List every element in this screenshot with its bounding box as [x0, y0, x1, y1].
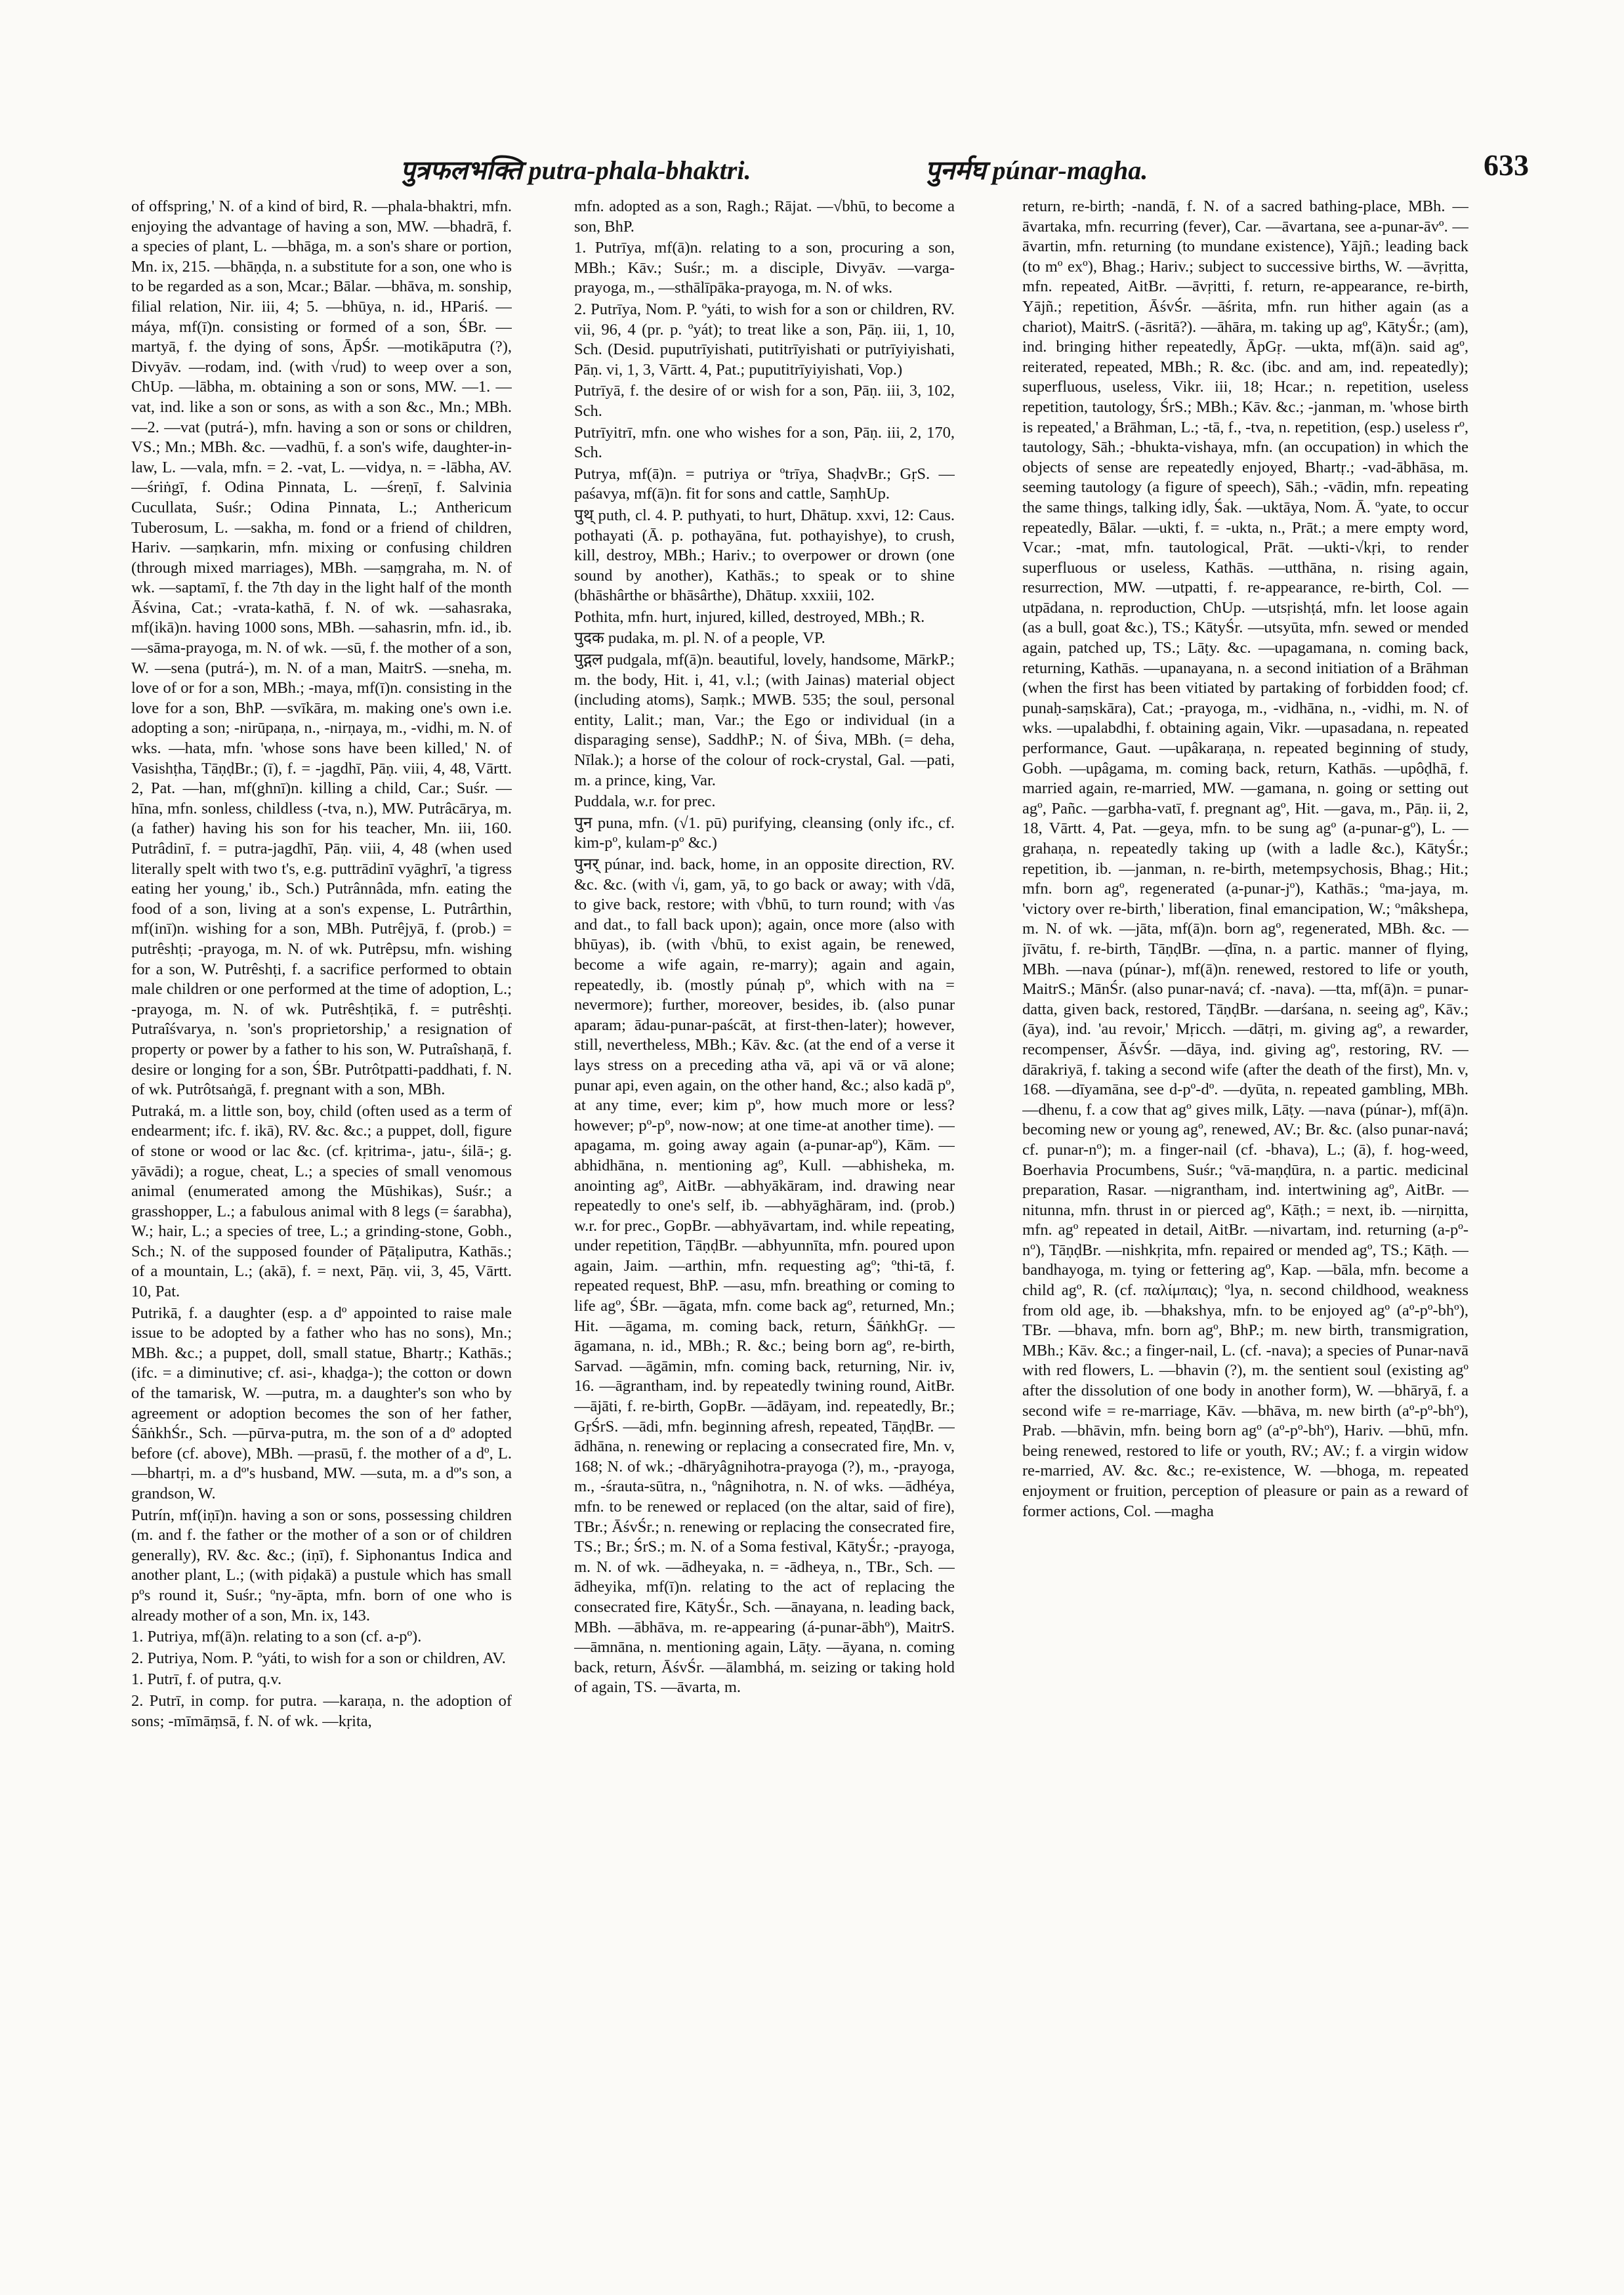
running-head-right: पुनर्मघ púnar-magha.: [925, 155, 1148, 185]
column-1: [131, 197, 512, 2264]
entry-paragraph: Putrín, mf(iṇī)n. having a son or sons, possessing children (m. and f. the father or the mother of a son or of children generally), RV. &c. &c.; (iṇī), f. Siphonantus Indica and another plant, L.; (with piḍakā) a pustule which has small pºs round it, Suśr.; ºny-āpta, mfn. born of one who is already mother of a son, Mn. ix, 143.: [131, 1506, 512, 1624]
entry-paragraph: return, re-birth; -nandā, f. N. of a sacred bathing-place, MBh. —āvartaka, mfn. recurring (fever), Car. —āvartana, see a-punar-āvº. —āvartin, mfn. returning (to mundane existence), Yājñ.; leading back (to mº exº), Bhag.; Hariv.; subject to successive births, W. —āvṛitta, mfn. repeated, AitBr. —āvṛitti, f. return, re-appearance, re-birth, Yājñ.; repetition, ĀśvŚr. —āśrita, mfn. run hither again (as a chariot), MaitrS. (-āsritā?). —āhāra, m. taking up agº, KātyŚr.; (am), ind. bringing hither repeatedly, ĀpGṛ. —ukta, mf(ā)n. said agº, reiterated, repeated, MBh.; R. &c. (ibc. and am, ind. repeatedly); superfluous, useless, Vikr. iii, 18; Hcar.; n. repetition, useless repetition, tautology, ŚrS.; MBh.; Kāv. &c.; -janman, m. 'whose birth is repeated,' a Brāhman, L.; -tā, f., -tva, n. repetition, (esp.) useless rº, tautology, Sāh.; -bhukta-vishaya, mfn. (an occupation) in which the objects of sense are repeatedly enjoyed, Bhartṛ.; -vad-ābhāsa, m. seeming tautology (a figure of speech), Sāh.; -vādin, mfn. repeating the same things, talking idly, Śak. —uktāya, Nom. Ā. ºyate, to occur repeatedly, Bālar. —ukti, f. = -ukta, n., Prāt.; a mere empty word, Vcar.; -mat, mfn. tautological, Prāt. —ukti-√kṛi, to render superfluous or useless, Kathās. —utthāna, n. rising again, resurrection, MW. —utpatti, f. re-appearance, re-birth, Col. —utpādana, n. reproduction, ChUp. —utsṛishṭá, mfn. let loose again (as a bull, goat &c.), TS.; KātyŚr. —utsyūta, mfn. sewed or mended again, patched up, TS.; Lāṭy. &c. —upagamana, n. coming back, returning, Kathās. —upanayana, n. a second initiation of a Brāhman (when the first has been vitiated by partaking of forbidden food; cf. punaḥ-saṃskāra), Cat.; -prayoga, m., -vidhāna, n., -vidhi, m. N. of wks. —upalabdhi, f. obtaining again, Vikr. —upasadana, n. repeated performance, Gaut. —upâkaraṇa, n. repeated beginning of study, Gobh. —upâgama, m. coming back, return, Kathās. —upôḍhā, f. married again, re-married, MW. —gamana, n. going or setting out agº, Pañc. —garbha-vatī, f. pregnant agº, Hit. —gava, m., Pāṇ. ii, 2, 18, Vārtt. 4, Pat. —geya, mfn. to be sung agº (a-punar-gº), L. —grahaṇa, n. repeatedly taking up (with a ladle &c.), KātyŚr.; repetition, ib. —janman, n. re-birth, metempsychosis, Bhag.; Hit.; mfn. born agº, regenerated (a-punar-jº), Kathās.; ºma-jaya, m. 'victory over re-birth,' liberation, final emancipation, W.; ºmâkshepa, m. N. of wk. —jāta, mf(ā)n. born agº, regenerated, MBh. &c. —jīvātu, f. re-birth, TāṇḍBr. —ḍīna, n. a partic. manner of flying, MBh. —nava (púnar-), mf(ā)n. renewed, restored to life or youth, MaitrS.; MānŚr. (also punar-navá; cf. -nava). —tta, mf(ā)n. = punar-datta, given back, restored, TāṇḍBr. —darśana, n. seeing agº, Kāv.; (āya), ind. 'au revoir,' Mṛicch. —dātṛi, m. giving agº, a rewarder, recompenser, ĀśvŚr. —dāya, ind. giving agº, restoring, RV. —dārakriyā, f. taking a second wife (after the death of the first), Mn. v, 168. —dīyamāna, see d-pº-dº. —dyūta, n. repeated gambling, MBh. —dhenu, f. a cow that agº gives milk, Lāṭy. —nava (púnar-), mf(ā)n. becoming new or young agº, renewed, AV.; Br. &c. (also punar-navá; cf. punar-nº); m. a finger-nail (cf. -bhava), L.; (ā), f. hog-weed, Boerhavia Procumbens, Suśr.; ºvā-maṇḍūra, n. a partic. medicinal preparation, Rasar. —nigrantham, ind. intertwining agº, AitBr. —nitunna, mfn. thrust in or pierced agº, Kāṭh.; = next, ib. —nirṇitta, mfn. agº repeated in detail, AitBr. —nivartam, ind. returning (a-pº-nº), TāṇḍBr. —nishkṛita, mfn. repaired or mended agº, TS.; Kāṭh. —bandhayoga, m. tying or fettering agº, Kap. —bāla, mfn. become a child agº, R. (cf. παλίμπαις); ºlya, n. second childhood, weakness from old age, ib. —bhakshya, mfn. to be enjoyed agº (aº-pº-bhº), TBr. —bhava, mfn. born agº, BhP.; m. new birth, transmigration, MBh.; Kāv. &c.; a finger-nail, L. (cf. -nava); a species of Punar-navā with red flowers, L. —bhavin (?), m. the sentient soul (existing agº after the dissolution of one body in another form), W. —bhāryā, f. a second wife = re-marriage, Kāv. —bhāva, m. new birth (aº-pº-bhº), Prab. —bhāvin, mfn. being born agº (aº-pº-bhº), Hariv. —bhū, mfn. being renewed, restored to life or youth, RV.; AV.; f. a virgin widow re-married, AV. &c. &c.; re-existence, W. —bhoga, m. repeated enjoyment or fruition, perception of pleasure or pain as a reward of former actions, Col. —magha: [1022, 197, 1468, 1520]
entry-paragraph: of offspring,' N. of a kind of bird, R. —phala-bhaktri, mfn. enjoying the advantage of having a son, MW. —bhadrā, f. a species of plant, L. —bhāga, m. a son's share or portion, Mn. ix, 215. —bhāṇḍa, n. a substitute for a son, one who is to be regarded as a son, Mcar.; Bālar. —bhāva, m. sonship, filial relation, Nir. iii, 4; 5. —bhūya, n. id., HPariś. —máya, mf(ī)n. consisting or formed of a son, ŚBr. —martyā, f. the dying of sons, ĀpŚr. —motikāputra (?), Divyāv. —rodam, ind. (with √rud) to weep over a son, ChUp. —lābha, m. obtaining a son or sons, MW. —1. —vat, ind. like a son or sons, as with a son &c., Mn.; MBh. —2. —vat (putrá-), mfn. having a son or sons or children, VS.; Mn.; MBh. &c. —vadhū, f. a son's wife, daughter-in-law, L. —vala, mfn. = 2. -vat, L. —vidya, n. = -lābha, AV. —śriṅgī, f. Odina Pinnata, L. —śreṇī, f. Salvinia Cucullata, Suśr.; Odina Pinnata, L.; Anthericum Tuberosum, L. —sakha, m. fond or a friend of children, Hariv. —saṃkarin, mfn. mixing or confusing children (through mixed marriages), MBh. —saṃgraha, m. N. of wk. —saptamī, f. the 7th day in the light half of the month Āśvina, Cat.; -vrata-kathā, f. N. of wk. —sahasraka, mf(ikā)n. having 1000 sons, MBh. —sahasrin, mfn. id., ib. —sāma-prayoga, m. N. of wk. —sū, f. the mother of a son, W. —sena (putrá-), m. N. of a man, MaitrS. —sneha, m. love of or for a son, MBh.; -maya, mf(ī)n. consisting in the love for a son, BhP. —svīkāra, m. making one's own i.e. adopting a son; -nirūpaṇa, n., -nirṇaya, m., -vidhi, m. N. of wks. —hata, mfn. 'whose sons have been killed,' N. of Vasishṭha, TāṇḍBr.; (ī), f. = -jagdhī, Pāṇ. viii, 4, 48, Vārtt. 2, Pat. —han, mf(ghnī)n. killing a child, Car.; Suśr. —hīna, mfn. sonless, childless (-tva, n.), MW. Putrâcārya, m. (a father) having his son for his teacher, Mn. iii, 160. Putrâdinī, f. = putra-jagdhī, Pāṇ. viii, 4, 48 (when used literally spelt with two t's, e.g. puttrādinī vyāghrī, 'a tigress eating her young,' ib., Sch.) Putrânnâda, mfn. eating the food of a son, living at a son's expense, L. Putrârthin, mf(inī)n. wishing for a son, MBh. Putrêjyā, f. (prob.) = putrêshṭi; -prayoga, m. N. of wk. Putrêpsu, mfn. wishing for a son, W. Putrêshṭi, f. a sacrifice performed to obtain male children or one performed at the time of adoption, L.; -prayoga, m. N. of wk. Putrêshṭikā, f. = putrêshṭi. Putraîśvarya, n. 'son's proprietorship,' a resignation of property or power by a father to his son, W. Putraîshaṇā, f. desire or longing for a son, ŚBr. Putrôtpatti-paddhati, f. N. of wk. Putrôtsaṅgā, f. pregnant with a son, MBh.: [131, 197, 512, 1099]
entry-paragraph: Putrīyitrī, mfn. one who wishes for a son, Pāṇ. iii, 2, 170, Sch.: [574, 423, 955, 462]
entry-paragraph: Putrikā, f. a daughter (esp. a dº appointed to raise male issue to be adopted by a father who has no sons), Mn.; MBh. &c.; a puppet, doll, small statue, Bhartṛ.; Kathās.; (ifc. = a diminutive; cf. asi-, khaḍga-); the cotton or down of the tamarisk, W. —putra, m. a daughter's son who by agreement or adoption becomes the son of her father, ŚāṅkhŚr., Sch. —pūrva-putra, m. the son of a dº adopted before (cf. above), MBh. —prasū, f. the mother of a dº, L. —bhartṛi, m. a dº's husband, MW. —suta, m. a dº's son, a grandson, W.: [131, 1304, 512, 1502]
entry-paragraph: Putraká, m. a little son, boy, child (often used as a term of endearment; ifc. f. ikā), RV. &c. &c.; a puppet, doll, figure of stone or wood or lac &c. (cf. kṛitrima-, jatu-, śilā-; g. yāvādi); a rogue, cheat, L.; a species of small venomous animal (enumerated among the Mūshikas), Suśr.; a grasshopper, L.; a fabulous animal with 8 legs (= śarabha), W.; hair, L.; a species of tree, L.; a grinding-stone, Gobh., Sch.; N. of the supposed founder of Pāṭaliputra, Kathās.; of a mountain, L.; (akā), f. = next, Pāṇ. vii, 3, 45, Vārtt. 10, Pat.: [131, 1102, 512, 1301]
entry-paragraph: mfn. adopted as a son, Ragh.; Rājat. —√bhū, to become a son, BhP.: [574, 197, 955, 236]
running-head-left: पुत्रफलभक्ति putra-phala-bhaktri.: [400, 155, 751, 185]
entry-paragraph: 2. Putrīya, Nom. P. ºyáti, to wish for a son or children, RV. vii, 96, 4 (pr. p. ºyát); to treat like a son, Pāṇ. iii, 1, 10, Sch. (Desid. puputrīyishati, putitrīyishati or putrīyiyishati, Pāṇ. vi, 1, 3, Vārtt. 4, Pat.; puputitrīyiyishati, Vop.): [574, 300, 955, 379]
entry-paragraph: Puddala, w.r. for prec.: [574, 793, 716, 811]
entry-paragraph: 1. Putrī, f. of putra, q.v.: [131, 1670, 282, 1689]
entry-paragraph: 2. Putrī, in comp. for putra. —karaṇa, n. the adoption of sons; -mīmāṃsā, f. N. of wk. —kṛita,: [131, 1691, 512, 1730]
entry-paragraph: पुद्गल pudgala, mf(ā)n. beautiful, lovely, handsome, MārkP.; m. the body, Hit. i, 41, v.l.; (with Jainas) material object (including atoms), Saṃk.; MWB. 535; the soul, personal entity, Lalit.; man, Var.; the Ego or individual (in a disparaging sense), SaddhP.; N. of Śiva, MBh. (= deha, Nīlak.); a horse of the colour of rock-crystal, Gal. —pati, m. a prince, king, Var.: [574, 651, 955, 789]
entry-paragraph: 2. Putriya, Nom. P. ºyáti, to wish for a son or children, AV.: [131, 1649, 506, 1667]
column-3: [1022, 197, 1468, 2264]
entry-paragraph: Putrīyā, f. the desire of or wish for a son, Pāṇ. iii, 3, 102, Sch.: [574, 382, 955, 420]
page-number: 633: [1484, 148, 1529, 182]
entry-paragraph: 1. Putrīya, mf(ā)n. relating to a son, procuring a son, MBh.; Kāv.; Suśr.; m. a disciple, Divyāv. —varga-prayoga, m., —sthālīpāka-prayoga, m. N. of wks.: [574, 239, 955, 297]
entry-paragraph: 1. Putriya, mf(ā)n. relating to a son (cf. a-pº).: [131, 1628, 422, 1646]
entry-paragraph: पुन puna, mfn. (√1. pū) purifying, cleansing (only ifc., cf. kim-pº, kulam-pº &c.): [574, 814, 955, 852]
entry-paragraph: पुथ् puth, cl. 4. P. puthyati, to hurt, Dhātup. xxvi, 12: Caus. pothayati (Ā. p. pothayāna, fut. pothayishye), to crush, kill, destroy, MBh.; Hariv.; to overpower or drown (one sound by another), Kathās.; to speak or to shine (bhāshârthe or bhāsârthe), Dhātup. xxxiii, 102.: [574, 506, 955, 605]
column-2: [574, 197, 955, 2264]
entry-paragraph: Pothita, mfn. hurt, injured, killed, destroyed, MBh.; R.: [574, 608, 925, 626]
entry-paragraph: पुदक pudaka, m. pl. N. of a people, VP.: [574, 629, 825, 648]
entry-paragraph: Putrya, mf(ā)n. = putriya or ºtrīya, ShaḍvBr.; GṛS. —paśavya, mf(ā)n. fit for sons and cattle, SaṃhUp.: [574, 465, 955, 503]
entry-paragraph: पुनर् púnar, ind. back, home, in an opposite direction, RV. &c. &c. (with √i, gam, yā, to go back or away; with √dā, to give back, restore; with √bhū, to turn round; with √as and dat., to fall back upon); again, once more (also with bhūyas), ib. (with √bhū, to exist again, be renewed, become a wife again, re-marry); again and again, repeatedly, ib. (mostly púnaḥ pº, which with na = nevermore); further, moreover, besides, ib. (also punar aparam; ādau-punar-paścāt, at first-then-later); however, still, nevertheless, MBh.; Kāv. &c. (at the end of a verse it lays stress on a preceding atha vā, api vā or vā alone; punar api, even again, on the other hand, &c.; also kadā pº, at any time, ever; kim pº, how much more or less? however; pº-pº, now-now; at one time-at another time). —apagama, m. going away again (a-punar-apº), Kām. —abhidhāna, n. mentioning agº, Kull. —abhisheka, m. anointing agº, AitBr. —abhyākāram, ind. drawing near repeatedly to one's self, ib. —abhyāghāram, ind. (prob.) w.r. for prec., GopBr. —abhyāvartam, ind. while repeating, under repetition, TāṇḍBr. —abhyunnīta, mfn. poured upon again, Jaim. —arthin, mfn. requesting agº; ºthi-tā, f. repeated request, BhP. —asu, mfn. breathing or coming to life agº, ŚBr. —āgata, mfn. come back agº, returned, Mn.; Hit. —āgama, m. coming back, return, ŚāṅkhGṛ. —āgamana, n. id., MBh.; R. &c.; being born agº, re-birth, Sarvad. —āgāmin, mfn. coming back, returning, Nir. iv, 16. —āgrantham, ind. by repeatedly twining round, AitBr. —ājāti, f. re-birth, GopBr. —ādāyam, ind. repeatedly, Br.; GṛŚrS. —ādi, mfn. beginning afresh, repeated, TāṇḍBr. —ādhāna, n. renewing or replacing a consecrated fire, Mn. v, 168; N. of wk.; -dhāryâgnihotra-prayoga (?), m., -prayoga, m., -śrauta-sūtra, n., ºnâgnihotra, n. N. of wks. —ādhéya, mfn. to be renewed or replaced (on the altar, said of fire), TBr.; ĀśvŚr.; n. renewing or replacing the consecrated fire, TS.; Br.; ŚrS.; m. N. of a Soma festival, KātyŚr.; -prayoga, m. N. of wk. —ādheyaka, n. = -ādheya, n., TBr., Sch. —ādheyika, mf(ī)n. relating to the act of replacing the consecrated fire, KātyŚr., Sch. —ānayana, n. leading back, MBh. —ābhāva, m. re-appearing (á-punar-ābhº), MaitrS. —āmnāna, n. mentioning again, Lāṭy. —āyana, n. coming back, return, ĀśvŚr. —ālambhá, m. seizing or taking hold of again, TS. —āvarta, m.: [574, 856, 955, 1697]
